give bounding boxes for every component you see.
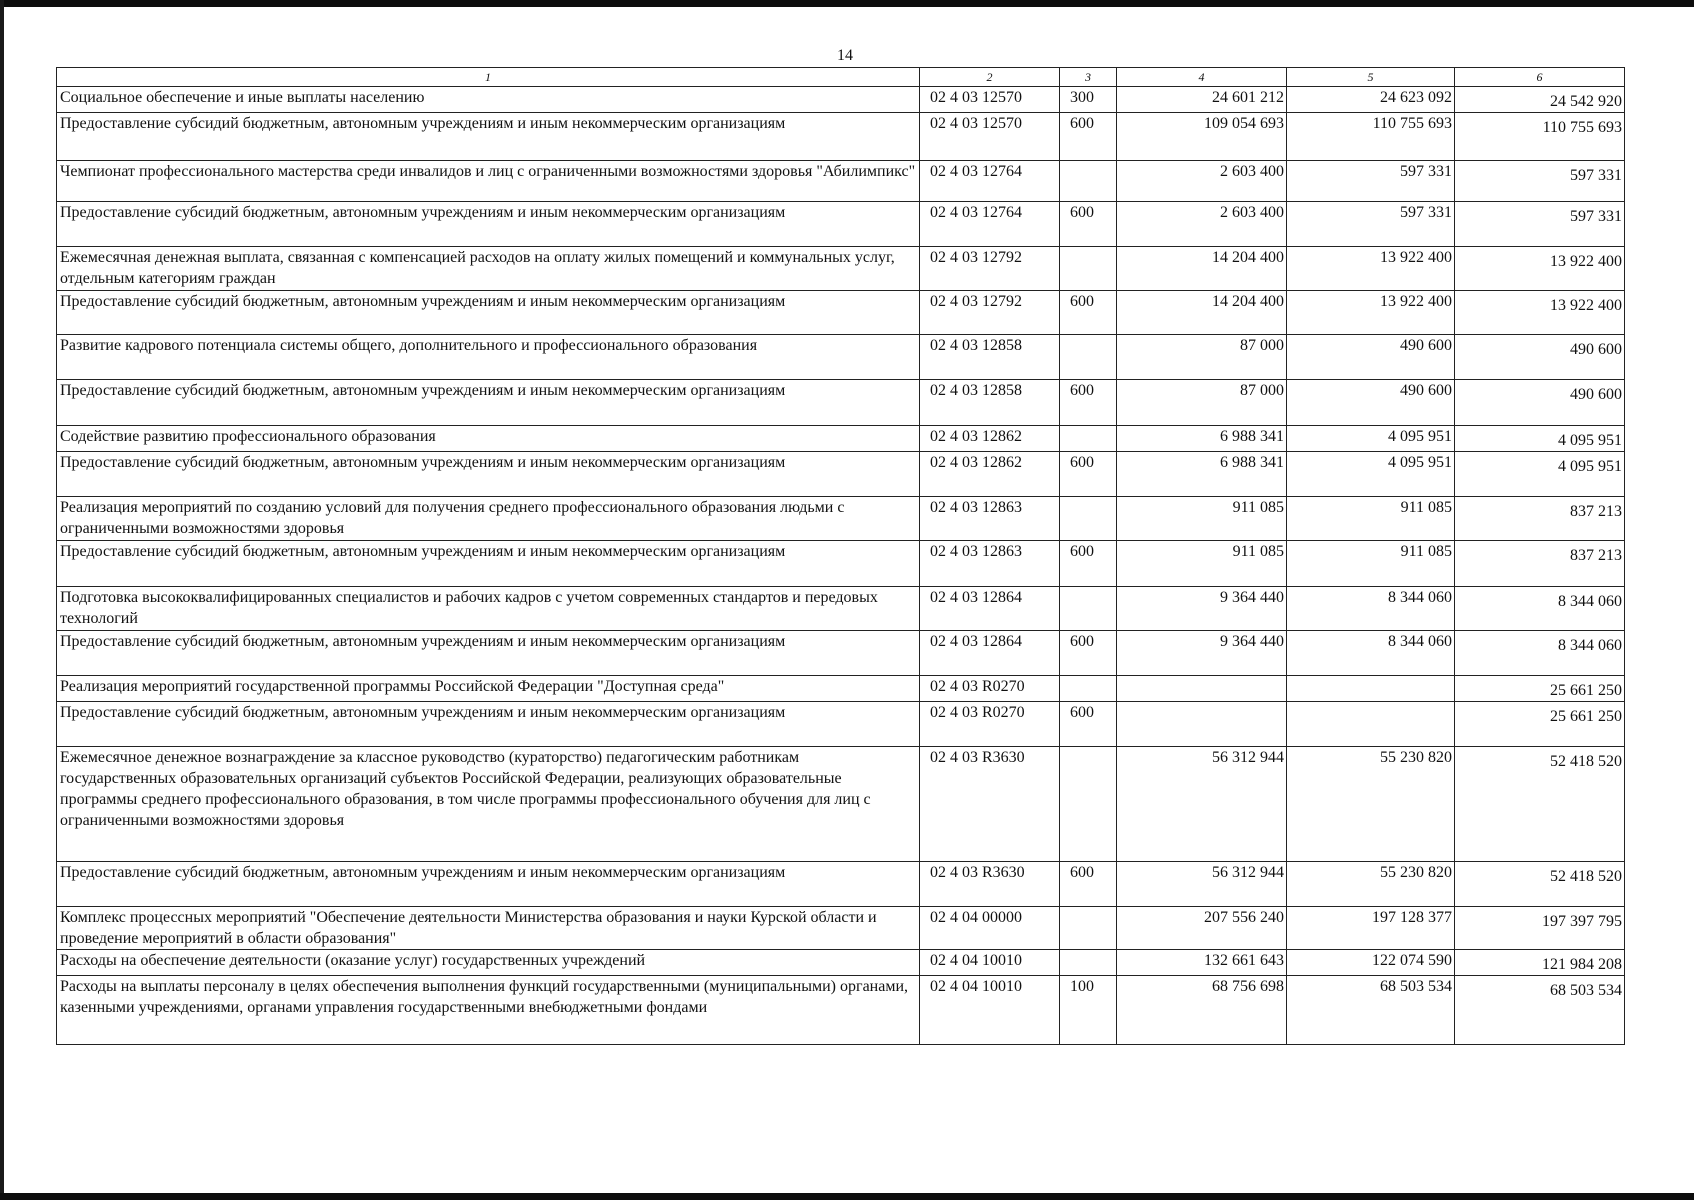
table-row [57,335,1625,380]
row-value-col4: 9 364 440 [1117,587,1287,631]
row-value-col6: 4 095 951 [1455,452,1625,497]
row-name-cell: Предоставление субсидий бюджетным, автономным учреждениям и иным некоммерческим организациям [57,862,920,907]
row-code-cell: 02 4 03 12862 [920,452,1060,497]
row-kind-cell [1060,907,1117,950]
row-value-col4: 207 556 240 [1117,907,1287,950]
row-kind-cell: 100 [1060,976,1117,1045]
row-code-cell: 02 4 03 R0270 [920,676,1060,702]
row-code-cell: 02 4 03 12570 [920,113,1060,161]
row-value-col4: 911 085 [1117,497,1287,541]
row-kind-cell: 300 [1060,87,1117,113]
row-name-cell: Предоставление субсидий бюджетным, автономным учреждениям и иным некоммерческим организациям [57,452,920,497]
row-value-col5: 24 623 092 [1287,87,1455,113]
row-value-col5: 110 755 693 [1287,113,1455,161]
row-value-col6: 597 331 [1455,202,1625,247]
header-col-6: 6 [1455,68,1625,87]
row-value-col5: 197 128 377 [1287,907,1455,950]
budget-table [56,67,1625,1045]
table-row [57,747,1625,862]
row-value-col6: 121 984 208 [1455,950,1625,976]
row-value-col5: 68 503 534 [1287,976,1455,1045]
row-value-col6: 8 344 060 [1455,631,1625,676]
row-name-cell: Чемпионат профессионального мастерства среди инвалидов и лиц с ограниченными возможностями здоровья "Абилимпикс" [57,161,920,202]
row-value-col4: 132 661 643 [1117,950,1287,976]
row-name-cell: Социальное обеспечение и иные выплаты населению [57,87,920,113]
page-number: 14 [837,47,853,64]
row-code-cell: 02 4 03 12764 [920,202,1060,247]
header-col-4: 4 [1117,68,1287,87]
row-kind-cell [1060,247,1117,291]
row-name-cell: Ежемесячное денежное вознаграждение за классное руководство (кураторство) педагогическим работникам государственных образовательных организаций субъектов Российской Федерации, реализующих образовательные программы среднего профессионального образования, в том числе программы профессионального обучения для лиц с ограниченными возможностями здоровья [57,747,920,862]
table-row [57,202,1625,247]
row-value-col6: 4 095 951 [1455,426,1625,452]
row-value-col5: 13 922 400 [1287,247,1455,291]
row-code-cell: 02 4 03 12858 [920,380,1060,426]
row-code-cell: 02 4 03 12570 [920,87,1060,113]
row-value-col4: 2 603 400 [1117,161,1287,202]
row-value-col5: 13 922 400 [1287,291,1455,335]
row-code-cell: 02 4 03 12792 [920,247,1060,291]
row-value-col6: 25 661 250 [1455,702,1625,747]
table-row [57,497,1625,541]
row-name-cell: Содействие развитию профессионального образования [57,426,920,452]
row-kind-cell: 600 [1060,291,1117,335]
row-name-cell: Предоставление субсидий бюджетным, автономным учреждениям и иным некоммерческим организациям [57,291,920,335]
row-value-col6: 837 213 [1455,497,1625,541]
row-kind-cell [1060,335,1117,380]
table-row [57,702,1625,747]
row-value-col4 [1117,676,1287,702]
header-col-2: 2 [920,68,1060,87]
row-value-col4: 9 364 440 [1117,631,1287,676]
row-value-col5 [1287,676,1455,702]
row-value-col5: 911 085 [1287,541,1455,587]
row-value-col4: 24 601 212 [1117,87,1287,113]
row-kind-cell: 600 [1060,202,1117,247]
row-kind-cell [1060,950,1117,976]
row-value-col6: 197 397 795 [1455,907,1625,950]
row-value-col4: 109 054 693 [1117,113,1287,161]
row-code-cell: 02 4 04 10010 [920,976,1060,1045]
row-value-col6: 8 344 060 [1455,587,1625,631]
row-value-col6: 490 600 [1455,335,1625,380]
row-value-col4: 2 603 400 [1117,202,1287,247]
row-code-cell: 02 4 03 12864 [920,631,1060,676]
row-value-col5: 8 344 060 [1287,587,1455,631]
table-row [57,247,1625,291]
table-row [57,587,1625,631]
header-col-5: 5 [1287,68,1455,87]
row-value-col4: 87 000 [1117,380,1287,426]
row-value-col6: 52 418 520 [1455,747,1625,862]
table-row [57,426,1625,452]
row-name-cell: Предоставление субсидий бюджетным, автономным учреждениям и иным некоммерческим организациям [57,380,920,426]
row-name-cell: Предоставление субсидий бюджетным, автономным учреждениям и иным некоммерческим организациям [57,702,920,747]
table-row [57,976,1625,1045]
table-row [57,452,1625,497]
table-row [57,907,1625,950]
row-kind-cell [1060,747,1117,862]
row-kind-cell: 600 [1060,862,1117,907]
row-code-cell: 02 4 03 12792 [920,291,1060,335]
row-code-cell: 02 4 03 12764 [920,161,1060,202]
row-code-cell: 02 4 03 12863 [920,541,1060,587]
row-value-col6: 13 922 400 [1455,247,1625,291]
row-value-col6: 25 661 250 [1455,676,1625,702]
row-kind-cell [1060,497,1117,541]
row-value-col5: 4 095 951 [1287,452,1455,497]
table-row [57,113,1625,161]
row-code-cell: 02 4 04 10010 [920,950,1060,976]
row-name-cell: Предоставление субсидий бюджетным, автономным учреждениям и иным некоммерческим организациям [57,113,920,161]
row-value-col4: 911 085 [1117,541,1287,587]
row-value-col5: 597 331 [1287,202,1455,247]
row-name-cell: Расходы на обеспечение деятельности (оказание услуг) государственных учреждений [57,950,920,976]
row-value-col5: 911 085 [1287,497,1455,541]
row-value-col6: 52 418 520 [1455,862,1625,907]
row-value-col4: 87 000 [1117,335,1287,380]
row-kind-cell: 600 [1060,113,1117,161]
row-value-col5: 4 095 951 [1287,426,1455,452]
row-value-col4: 14 204 400 [1117,247,1287,291]
row-value-col5: 55 230 820 [1287,747,1455,862]
row-name-cell: Реализация мероприятий по созданию условий для получения среднего профессионального образования людьми с ограниченными возможностями здоровья [57,497,920,541]
table-row [57,950,1625,976]
row-value-col4: 68 756 698 [1117,976,1287,1045]
row-kind-cell: 600 [1060,541,1117,587]
row-value-col6: 837 213 [1455,541,1625,587]
scan-border-top [0,0,1694,7]
table-row [57,862,1625,907]
row-name-cell: Предоставление субсидий бюджетным, автономным учреждениям и иным некоммерческим организациям [57,541,920,587]
row-name-cell: Реализация мероприятий государственной программы Российской Федерации "Доступная среда" [57,676,920,702]
row-code-cell: 02 4 03 R3630 [920,862,1060,907]
header-col-1: 1 [57,68,920,87]
row-value-col4: 14 204 400 [1117,291,1287,335]
row-code-cell: 02 4 03 12862 [920,426,1060,452]
row-name-cell: Предоставление субсидий бюджетным, автономным учреждениям и иным некоммерческим организациям [57,202,920,247]
header-col-3: 3 [1060,68,1117,87]
scan-border-bottom [0,1193,1694,1200]
row-value-col4 [1117,702,1287,747]
table-row [57,87,1625,113]
scan-border-left [0,0,4,1200]
row-code-cell: 02 4 03 12864 [920,587,1060,631]
table-row [57,541,1625,587]
row-kind-cell: 600 [1060,380,1117,426]
row-kind-cell: 600 [1060,452,1117,497]
table-row [57,161,1625,202]
row-kind-cell [1060,161,1117,202]
row-value-col5: 8 344 060 [1287,631,1455,676]
row-value-col5: 122 074 590 [1287,950,1455,976]
row-value-col4: 6 988 341 [1117,452,1287,497]
row-value-col4: 56 312 944 [1117,862,1287,907]
table-header-row [57,68,1625,87]
row-code-cell: 02 4 03 12858 [920,335,1060,380]
row-kind-cell [1060,676,1117,702]
row-name-cell: Подготовка высококвалифицированных специалистов и рабочих кадров с учетом современных стандартов и передовых технологий [57,587,920,631]
row-code-cell: 02 4 03 12863 [920,497,1060,541]
row-code-cell: 02 4 03 R3630 [920,747,1060,862]
row-kind-cell: 600 [1060,702,1117,747]
row-value-col4: 6 988 341 [1117,426,1287,452]
row-name-cell: Комплекс процессных мероприятий "Обеспечение деятельности Министерства образования и науки Курской области и проведение мероприятий в области образования" [57,907,920,950]
row-value-col6: 68 503 534 [1455,976,1625,1045]
row-value-col6: 110 755 693 [1455,113,1625,161]
row-value-col5 [1287,702,1455,747]
row-code-cell: 02 4 03 R0270 [920,702,1060,747]
row-value-col5: 597 331 [1287,161,1455,202]
table-row [57,631,1625,676]
row-name-cell: Развитие кадрового потенциала системы общего, дополнительного и профессионального образования [57,335,920,380]
row-name-cell: Ежемесячная денежная выплата, связанная с компенсацией расходов на оплату жилых помещений и коммунальных услуг, отдельным категориям граждан [57,247,920,291]
row-kind-cell [1060,426,1117,452]
table-row [57,676,1625,702]
row-value-col5: 490 600 [1287,380,1455,426]
row-value-col6: 24 542 920 [1455,87,1625,113]
row-code-cell: 02 4 04 00000 [920,907,1060,950]
row-name-cell: Расходы на выплаты персоналу в целях обеспечения выполнения функций государственными (муниципальными) органами, казенными учреждениями, органами управления государственными внебюджетными фондами [57,976,920,1045]
row-name-cell: Предоставление субсидий бюджетным, автономным учреждениям и иным некоммерческим организациям [57,631,920,676]
row-value-col5: 55 230 820 [1287,862,1455,907]
row-kind-cell [1060,587,1117,631]
row-value-col6: 597 331 [1455,161,1625,202]
row-value-col4: 56 312 944 [1117,747,1287,862]
row-kind-cell: 600 [1060,631,1117,676]
table-row [57,291,1625,335]
row-value-col5: 490 600 [1287,335,1455,380]
row-value-col6: 490 600 [1455,380,1625,426]
table-row [57,380,1625,426]
row-value-col6: 13 922 400 [1455,291,1625,335]
